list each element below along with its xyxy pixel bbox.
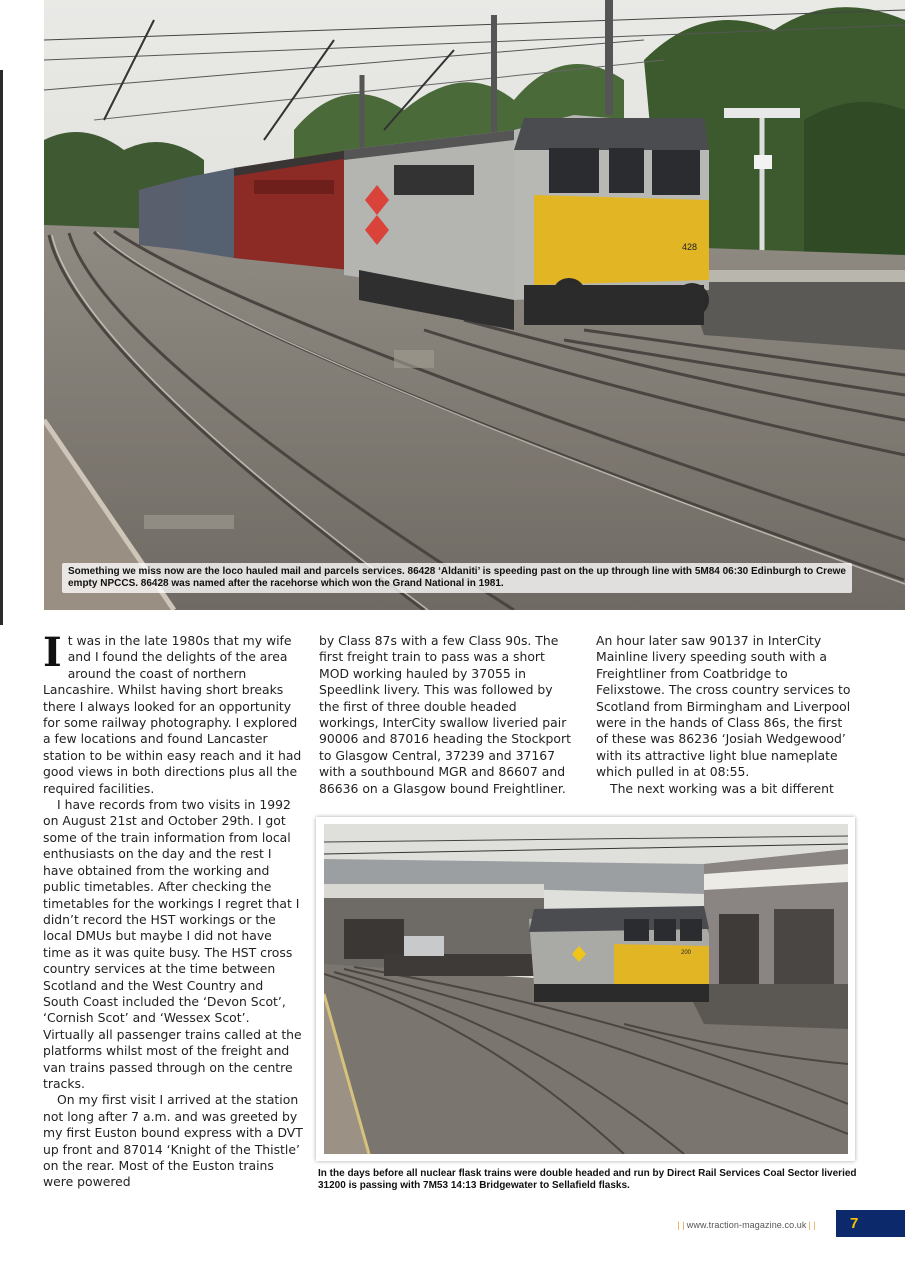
- article-column-1: [43, 629, 303, 1191]
- bottom-loco-number: 200: [681, 950, 692, 956]
- article-paragraph: by Class 87s with a few Class 90s. The first freight train to pass was a short MOD working hauled by 37055 in Speedlink livery. This was followed by the first of three double headed workings, InterCity swallow liveried pair 90006 and 87016 heading the Stockport to Glasgow Central, 37239 and 37167 with a southbound MGR and 86607 and 86636 on a Glasgow bound Freightliner.: [319, 633, 571, 796]
- top-loco-number: 428: [682, 242, 698, 252]
- footer-separator: | |: [808, 1220, 816, 1230]
- top-photo-caption: Something we miss now are the loco hauled mail and parcels services. 86428 ‘Aldaniti’ is speeding past on the up through line with 5M84 06:30 Edinburgh to Crewe empty NPCCS. 86428 was named after the racehorse which won the Grand National in 1981.: [62, 563, 852, 593]
- article-paragraph: An hour later saw 90137 in InterCity Mainline livery speeding south with a Freightliner from Coatbridge to Felixstowe. The cross country services to Scotland from Birmingham and Liverpool were in the hands of Class 86s, the first of these was 86236 ‘Josiah Wedgewood’ with its attractive light blue nameplate which pulled in at 08:55.: [596, 633, 851, 780]
- top-photo-illustration: [44, 0, 905, 610]
- article-paragraph: t was in the late 1980s that my wife and I found the delights of the area around the coast of northern Lancashire. Whilst having short breaks there I always looked for an opportunity for some railway photography. I explored a few locations and found Lancaster station to be within easy reach and it had good views in both directions plus all the required facilities.: [43, 633, 302, 796]
- article-paragraph: I have records from two visits in 1992 on August 21st and October 29th. I got some of the train information from local enthusiasts on the day and the rest I have obtained from the working and public timetables. After checking the timetables for the workings I regret that I didn’t record the HST workings or the local DMUs but maybe I did not have time as it was quite busy. The HST cross country services at the time between Scotland and the West Country and South Coast included the ‘Devon Scot’, ‘Cornish Scot’ and ‘Wessex Scot’. Virtually all passenger trains called at the platforms whilst most of the freight and van trains passed through on the centre tracks.: [43, 797, 302, 1091]
- article-column-3: [596, 633, 858, 797]
- article-paragraph: On my first visit I arrived at the station not long after 7 a.m. and was greeted by my first Euston bound express with a DVT up front and 87014 ‘Knight of the Thistle’ on the rear. Most of the Euston trains were powered: [43, 1092, 303, 1190]
- footer-url-strip: [675, 1220, 818, 1230]
- footer-url[interactable]: www.traction-magazine.co.uk: [686, 1220, 807, 1230]
- article-paragraph: The next working was a bit different: [610, 780, 834, 796]
- footer-separator: | |: [677, 1220, 685, 1230]
- bottom-photo: [324, 824, 848, 1154]
- top-photo: [44, 0, 905, 610]
- bottom-photo-illustration: [324, 824, 848, 1154]
- page-number-badge: [836, 1210, 905, 1237]
- page-number: 7: [850, 1215, 859, 1232]
- bottom-photo-caption: In the days before all nuclear flask trains were double headed and run by Direct Rail Services Coal Sector liveried 31200 is passing with 7M53 14:13 Bridgewater to Sellafield flasks.: [318, 1168, 857, 1191]
- bottom-photo-frame: [316, 817, 855, 1161]
- page-edge-strip: [0, 70, 3, 625]
- drop-cap: I: [43, 629, 62, 676]
- article-column-2: [319, 633, 571, 797]
